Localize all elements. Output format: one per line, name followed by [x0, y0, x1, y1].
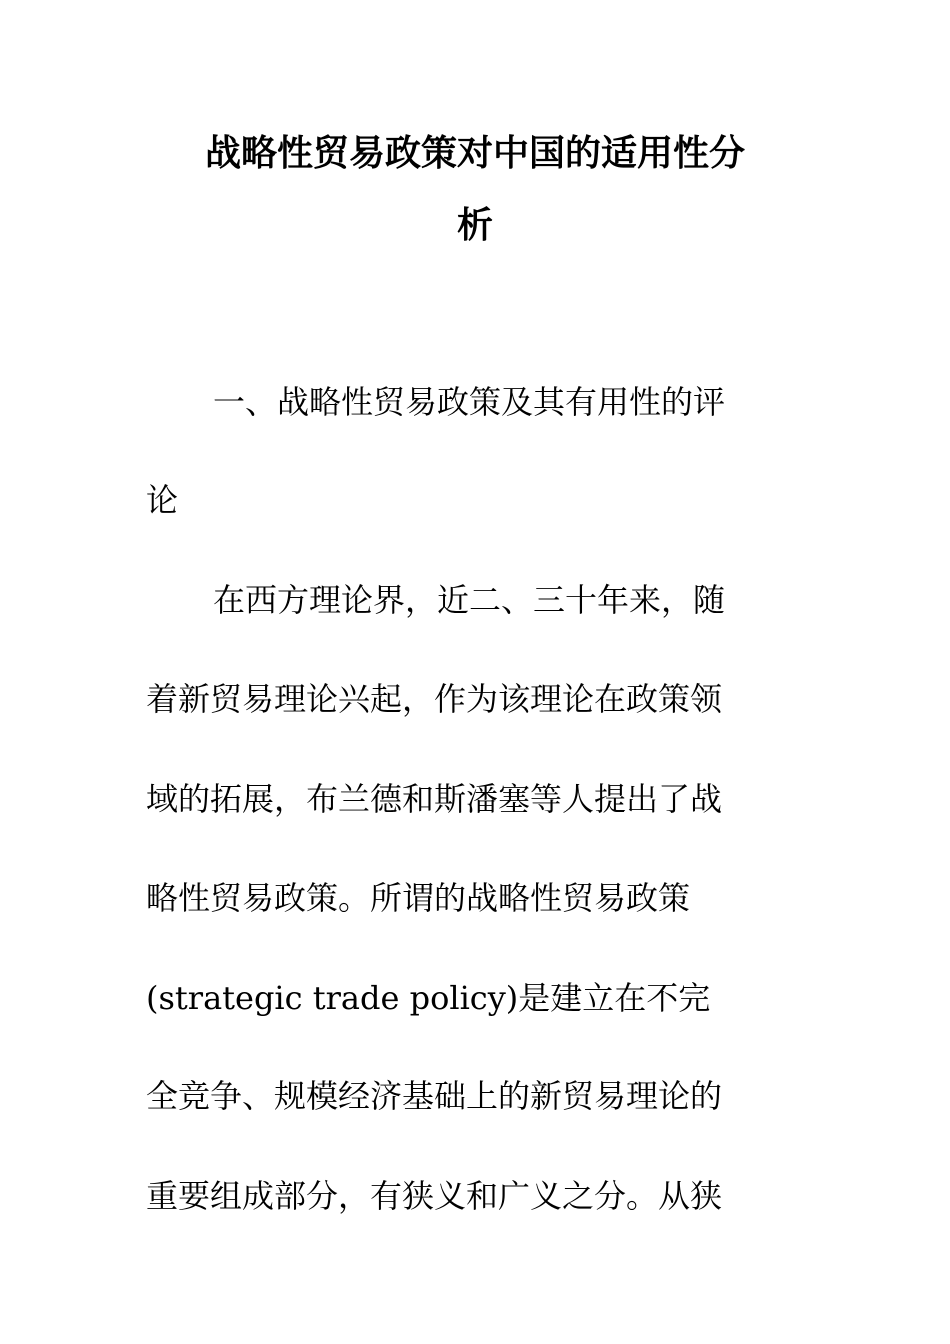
- section-heading-line-1: 一、战略性贸易政策及其有用性的评: [213, 383, 726, 421]
- document-title-line-1: 战略性贸易政策对中国的适用性分: [204, 133, 745, 174]
- paragraph-line-4: 略性贸易政策。所谓的战略性贸易政策: [146, 879, 691, 917]
- paragraph-line-3: 域的拓展，布兰德和斯潘塞等人提出了战: [146, 780, 723, 818]
- paragraph-line-2: 着新贸易理论兴起，作为该理论在政策领: [146, 680, 723, 718]
- paragraph-line-1: 在西方理论界，近二、三十年来，随: [213, 581, 726, 619]
- document-title-line-2: 析: [456, 205, 493, 246]
- paragraph-line-7: 重要组成部分，有狭义和广义之分。从狭: [146, 1177, 723, 1215]
- section-heading-line-2: 论: [146, 481, 179, 519]
- paragraph-line-6: 全竞争、规模经济基础上的新贸易理论的: [146, 1077, 723, 1115]
- paragraph-line-5: (strategic trade policy)是建立在不完: [146, 979, 711, 1017]
